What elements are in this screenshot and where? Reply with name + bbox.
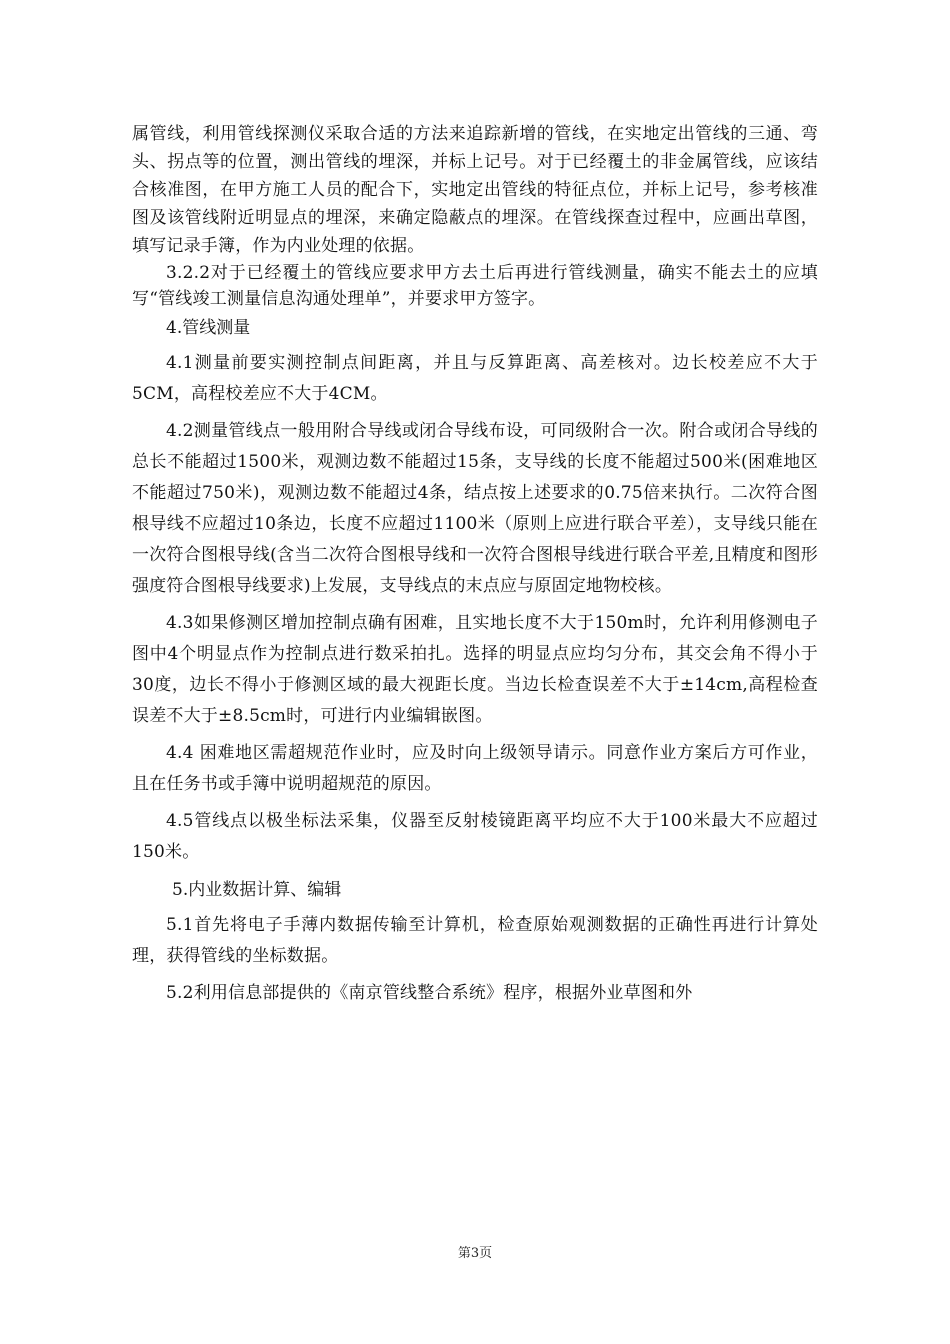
page-number: 第3页	[457, 1246, 493, 1261]
section-heading-4: 4.管线测量	[166, 318, 251, 338]
section-heading-5: 5.内业数据计算、编辑	[172, 880, 342, 900]
paragraph-3-2-2: 3.2.2对于已经覆土的管线应要求甲方去土后再进行管线测量，确实不能去土的应填写“管线竣工测量信息沟通处理单”，并要求甲方签字。	[132, 263, 818, 309]
paragraph-continuation: 属管线，利用管线探测仪采取合适的方法来追踪新增的管线，在实地定出管线的三通、弯头、拐点等的位置，测出管线的埋深，并标上记号。对于已经覆土的非金属管线，应该结合核准图，在甲方施工人员的配合下，实地定出管线的特征点位，并标上记号，参考核准图及该管线附近明显点的埋深，来确定隐蔽点的埋深。在管线探查过程中，应画出草图，填写记录手簿，作为内业处理的依据。	[132, 124, 818, 256]
paragraph-4-1: 4.1测量前要实测控制点间距离，并且与反算距离、高差核对。边长校差应不大于5CM，高程校差应不大于4CM。	[132, 353, 818, 404]
paragraph-4-4: 4.4 困难地区需超规范作业时，应及时向上级领导请示。同意作业方案后方可作业，且在任务书或手簿中说明超规范的原因。	[132, 743, 818, 794]
paragraph-5-1: 5.1首先将电子手薄内数据传输至计算机，检查原始观测数据的正确性再进行计算处理，获得管线的坐标数据。	[132, 915, 818, 966]
paragraph-5-2: 5.2利用信息部提供的《南京管线整合系统》程序，根据外业草图和外	[166, 983, 693, 1003]
paragraph-4-2: 4.2测量管线点一般用附合导线或闭合导线布设，可同级附合一次。附合或闭合导线的总长不能超过1500米，观测边数不能超过15条，支导线的长度不能超过500米(困难地区不能超过750米)，观测边数不能超过4条，结点按上述要求的0.75倍来执行。二次符合图根导线不应超过10条边，长度不应超过1100米（原则上应进行联合平差），支导线只能在一次符合图根导线(含当二次符合图根导线和一次符合图根导线进行联合平差,且精度和图形强度符合图根导线要求)上发展，支导线点的末点应与原固定地物校核。	[132, 421, 818, 596]
document-body	[132, 120, 818, 1009]
paragraph-4-5: 4.5管线点以极坐标法采集，仪器至反射棱镜距离平均应不大于100米最大不应超过150米。	[132, 811, 818, 862]
paragraph-4-3: 4.3如果修测区增加控制点确有困难，且实地长度不大于150m时，允许利用修测电子图中4个明显点作为控制点进行数采拍扎。选择的明显点应均匀分布，其交会角不得小于30度，边长不得小于修测区域的最大视距长度。当边长检查误差不大于±14cm,高程检查误差不大于±8.5cm时，可进行内业编辑嵌图。	[132, 613, 818, 726]
